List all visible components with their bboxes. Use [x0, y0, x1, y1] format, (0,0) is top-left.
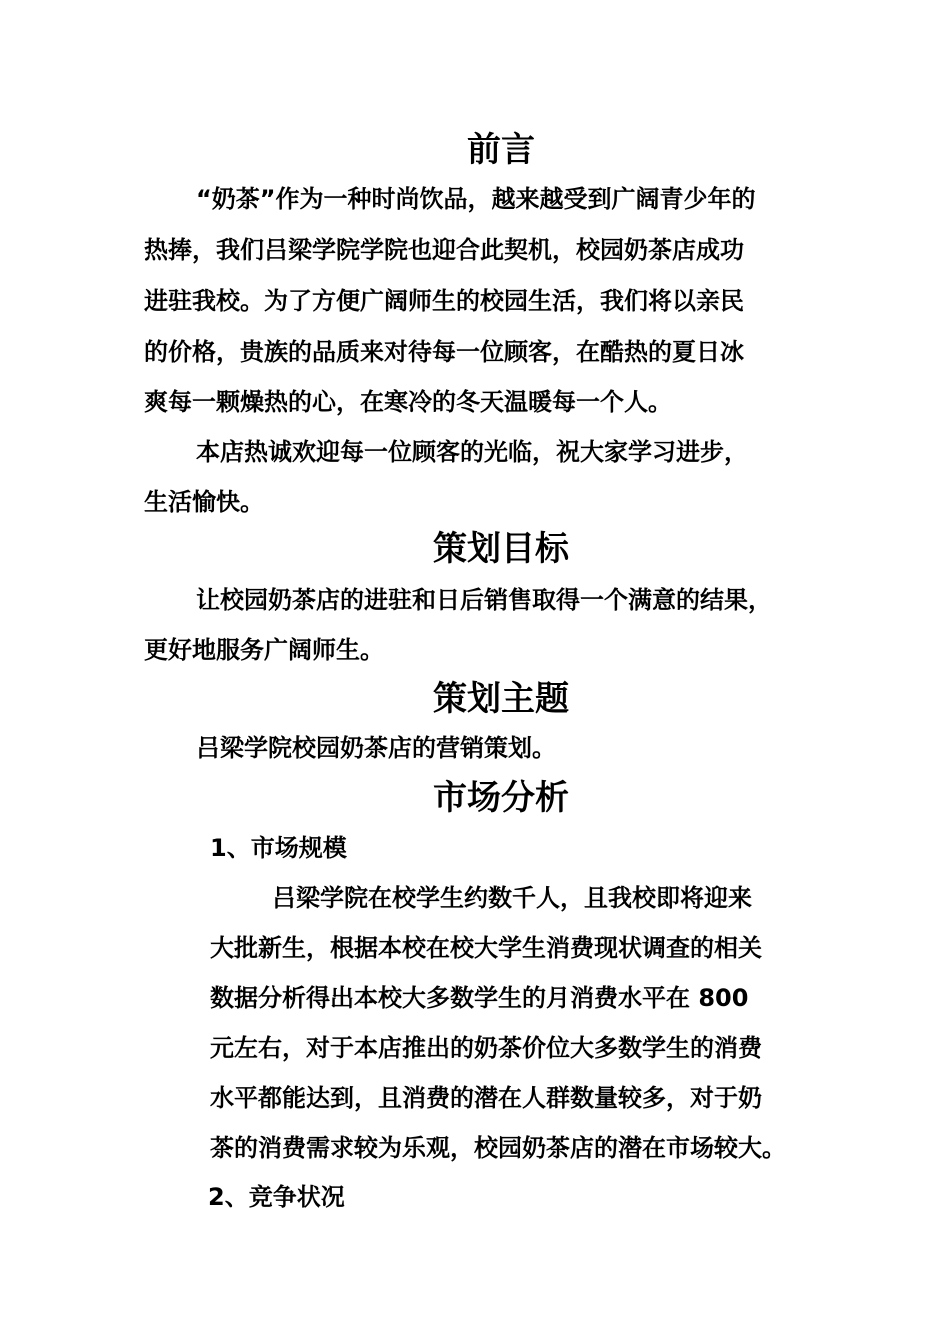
preface-line-7: 生活愉快。 [144, 488, 264, 516]
market-scale-line-5: 水平都能达到，且消费的潜在人群数量较多，对于奶 [210, 1084, 762, 1112]
preface-line-6: 本店热诚欢迎每一位顾客的光临，祝大家学习进步， [196, 438, 748, 466]
preface-line-5: 爽每一颗燥热的心，在寒冷的冬天温暖每一个人。 [144, 388, 672, 416]
market-scale-line-4: 元左右，对于本店推出的奶茶价位大多数学生的消费 [210, 1034, 762, 1062]
market-item-title-2: 2、竞争状况 [208, 1183, 345, 1211]
preface-line-3: 进驻我校。为了方便广阔师生的校园生活，我们将以亲民 [144, 287, 744, 315]
section-heading-market: 市场分析 [433, 778, 569, 818]
market-scale-line-2: 大批新生，根据本校在校大学生消费现状调查的相关 [210, 934, 762, 962]
goal-line-2: 更好地服务广阔师生。 [144, 636, 384, 664]
preface-line-2: 热捧，我们吕梁学院学院也迎合此契机，校园奶茶店成功 [144, 236, 744, 264]
section-heading-theme: 策划主题 [433, 679, 569, 719]
market-scale-line-3: 数据分析得出本校大多数学生的月消费水平在 800 [210, 984, 749, 1012]
theme-line-1: 吕梁学院校园奶茶店的营销策划。 [196, 734, 556, 762]
market-scale-line-1: 吕梁学院在校学生约数千人，且我校即将迎来 [272, 884, 752, 912]
market-item-title-1: 1、市场规模 [210, 834, 347, 862]
section-heading-preface: 前言 [467, 130, 535, 170]
section-heading-goal: 策划目标 [433, 529, 569, 569]
goal-line-1: 让校园奶茶店的进驻和日后销售取得一个满意的结果， [196, 586, 772, 614]
market-scale-line-6: 茶的消费需求较为乐观，校园奶茶店的潜在市场较大。 [210, 1134, 786, 1162]
preface-line-1: “奶茶”作为一种时尚饮品，越来越受到广阔青少年的 [196, 185, 756, 213]
preface-line-4: 的价格，贵族的品质来对待每一位顾客，在酷热的夏日冰 [144, 338, 744, 366]
